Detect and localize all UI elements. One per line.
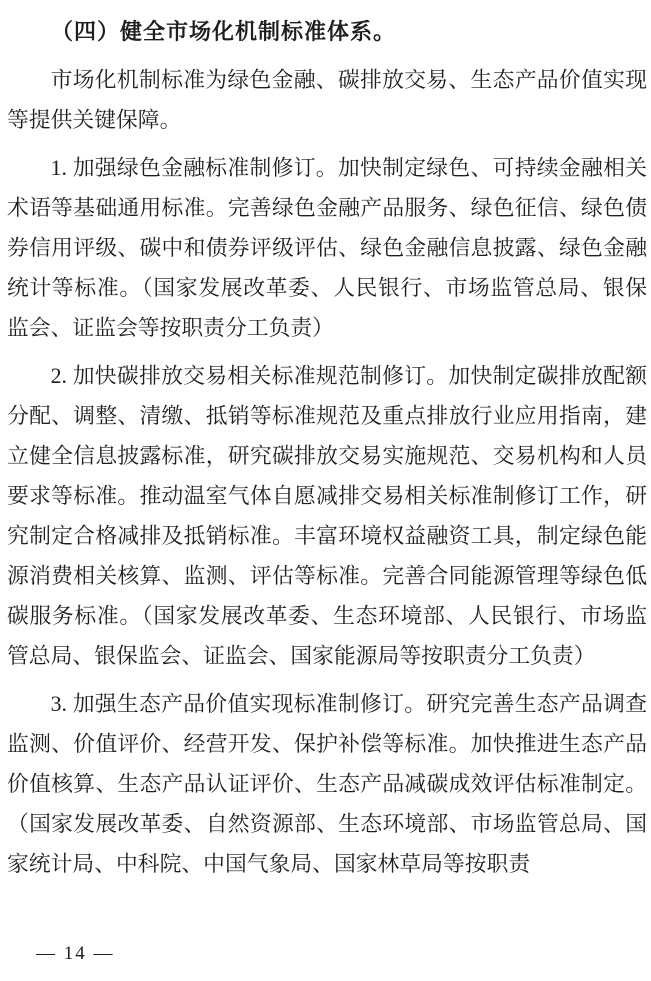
paragraph-item-3: 3. 加强生态产品价值实现标准制修订。研究完善生态产品调查监测、价值评价、经营开发、保护补偿等标准。加快推进生态产品价值核算、生态产品认证评价、生态产品减碳成效评估标准制定。（国家发展改革委、自然资源部、生态环境部、市场监管总局、国家统计局、中科院、中国气象局、国家林草局等按职责: [7, 692, 647, 876]
paragraph-item-1: 1. 加强绿色金融标准制修订。加快制定绿色、可持续金融相关术语等基础通用标准。完善绿色金融产品服务、绿色征信、绿色债券信用评级、碳中和债券评级评估、绿色金融信息披露、绿色金融统计等标准。（国家发展改革委、人民银行、市场监管总局、银保监会、证监会等按职责分工负责）: [7, 156, 647, 340]
intro-paragraph: 市场化机制标准为绿色金融、碳排放交易、生态产品价值实现等提供关键保障。: [7, 68, 647, 132]
paragraph-item-2: 2. 加快碳排放交易相关标准规范制修订。加快制定碳排放配额分配、调整、清缴、抵销等标准规范及重点排放行业应用指南，建立健全信息披露标准，研究碳排放交易实施规范、交易机构和人员要求等标准。推动温室气体自愿减排交易相关标准制修订工作，研究制定合格减排及抵销标准。丰富环境权益融资工具，制定绿色能源消费相关核算、监测、评估等标准。完善合同能源管理等绿色低碳服务标准。（国家发展改革委、生态环境部、人民银行、市场监管总局、银保监会、证监会、国家能源局等按职责分工负责）: [7, 364, 647, 668]
section-heading: （四）健全市场化机制标准体系。: [51, 19, 397, 44]
page-number: — 14 —: [36, 943, 115, 964]
